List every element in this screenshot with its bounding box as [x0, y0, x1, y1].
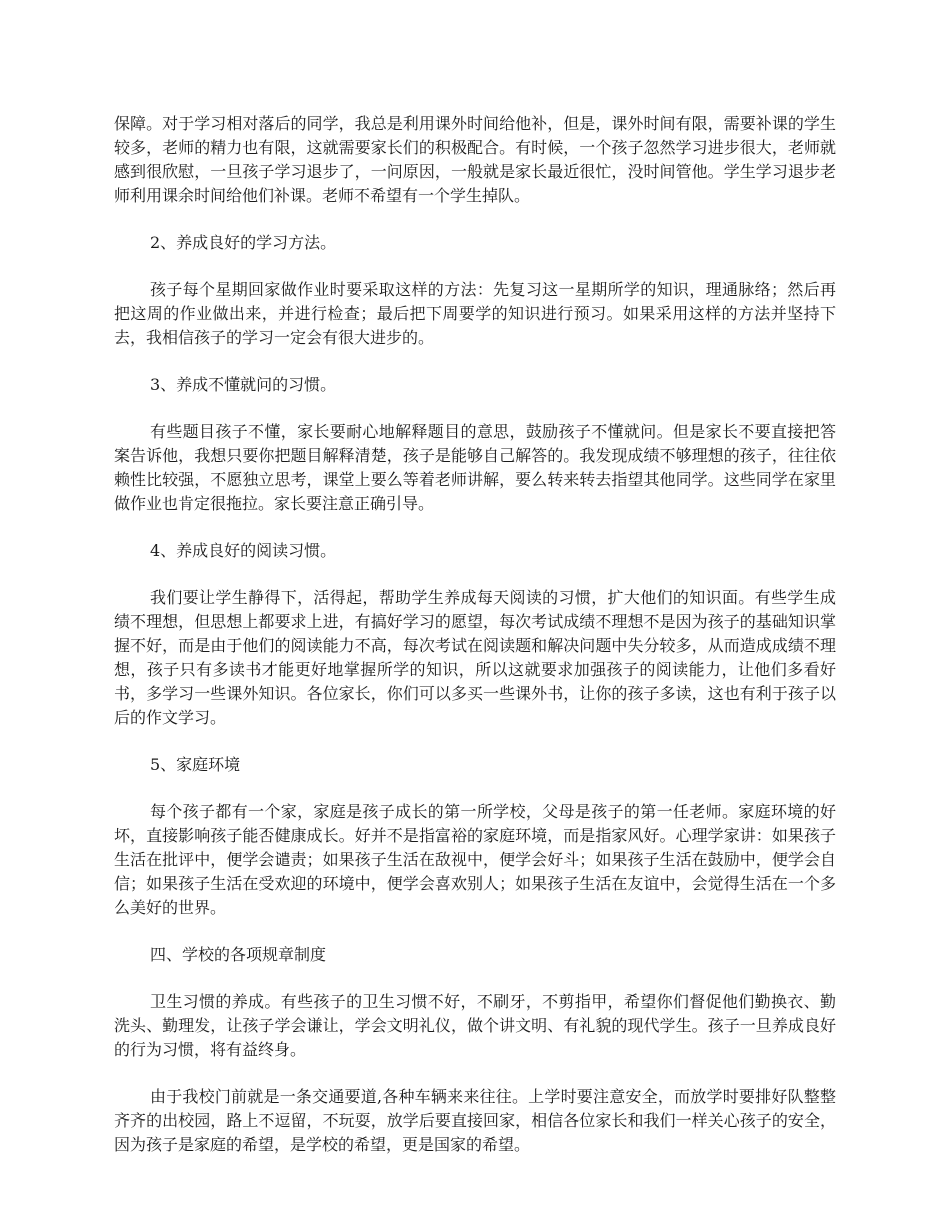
paragraph-hygiene-habits: 卫生习惯的养成。有些孩子的卫生习惯不好，不刷牙，不剪指甲，希望你们督促他们勤换衣、勤洗头、勤理发，让孩子学会谦让，学会文明礼仪，做个讲文明、有礼貌的现代学生。孩子一旦养成良好的行为习惯，将有益终身。 — [114, 992, 836, 1059]
paragraph-continuation: 保障。对于学习相对落后的同学，我总是利用课外时间给他补，但是，课外时间有限，需要补课的学生较多，老师的精力也有限，这就需要家长们的积极配合。有时候，一个孩子忽然学习进步很大，老师就感到很欣慰，一旦孩子学习退步了，一问原因，一般就是家长最近很忙，没时间管他。学生学习退步老师利用课余时间给他们补课。老师不希望有一个学生掉队。 — [114, 114, 836, 205]
paragraph-traffic-safety: 由于我校门前就是一条交通要道,各种车辆来来往往。上学时要注意安全，而放学时要排好队整整齐齐的出校园，路上不逗留，不玩耍，放学后要直接回家，相信各位家长和我们一样关心孩子的安全，因为孩子是家庭的希望，是学校的希望，更是国家的希望。 — [114, 1087, 836, 1154]
paragraph-study-method: 孩子每个星期回家做作业时要采取这样的方法：先复习这一星期所学的知识，理通脉络；然后再把这周的作业做出来，并进行检查；最后把下周要学的知识进行预习。如果采用这样的方法并坚持下去，我相信孩子的学习一定会有很大进步的。 — [114, 280, 836, 347]
section-heading-study-method: 2、养成良好的学习方法。 — [150, 233, 337, 252]
section-heading-family-environment: 5、家庭环境 — [150, 755, 241, 774]
section-heading-school-rules: 四、学校的各项规章制度 — [150, 945, 327, 964]
section-heading-ask-questions: 3、养成不懂就问的习惯。 — [150, 375, 337, 394]
paragraph-reading-habit: 我们要让学生静得下，活得起，帮助学生养成每天阅读的习惯，扩大他们的知识面。有些学生成绩不理想，但思想上都要求上进，有搞好学习的愿望，每次考试成绩不理想不是因为孩子的基础知识掌握不好，而是由于他们的阅读能力不高，每次考试在阅读题和解决问题中失分较多，从而造成成绩不理想，孩子只有多读书才能更好地掌握所学的知识，所以这就要求加强孩子的阅读能力，让他们多看好书，多学习一些课外知识。各位家长，你们可以多买一些课外书，让你的孩子多读，这也有利于孩子以后的作文学习。 — [114, 588, 836, 727]
paragraph-ask-questions: 有些题目孩子不懂，家长要耐心地解释题目的意思，鼓励孩子不懂就问。但是家长不要直接把答案告诉他，我想只要你把题目解释清楚，孩子是能够自己解答的。我发现成绩不够理想的孩子，往往依赖性比较强，不愿独立思考，课堂上要么等着老师讲解，要么转来转去指望其他同学。这些同学在家里做作业也肯定很拖拉。家长要注意正确引导。 — [114, 422, 836, 513]
document-page — [114, 112, 836, 1180]
paragraph-family-environment: 每个孩子都有一个家，家庭是孩子成长的第一所学校，父母是孩子的第一任老师。家庭环境的好坏，直接影响孩子能否健康成长。好并不是指富裕的家庭环境，而是指家风好。心理学家讲：如果孩子生活在批评中，便学会谴责；如果孩子生活在敌视中，便学会好斗；如果孩子生活在鼓励中，便学会自信；如果孩子生活在受欢迎的环境中，便学会喜欢别人；如果孩子生活在友谊中，会觉得生活在一个多么美好的世界。 — [114, 802, 836, 917]
section-heading-reading-habit: 4、养成良好的阅读习惯。 — [150, 541, 337, 560]
